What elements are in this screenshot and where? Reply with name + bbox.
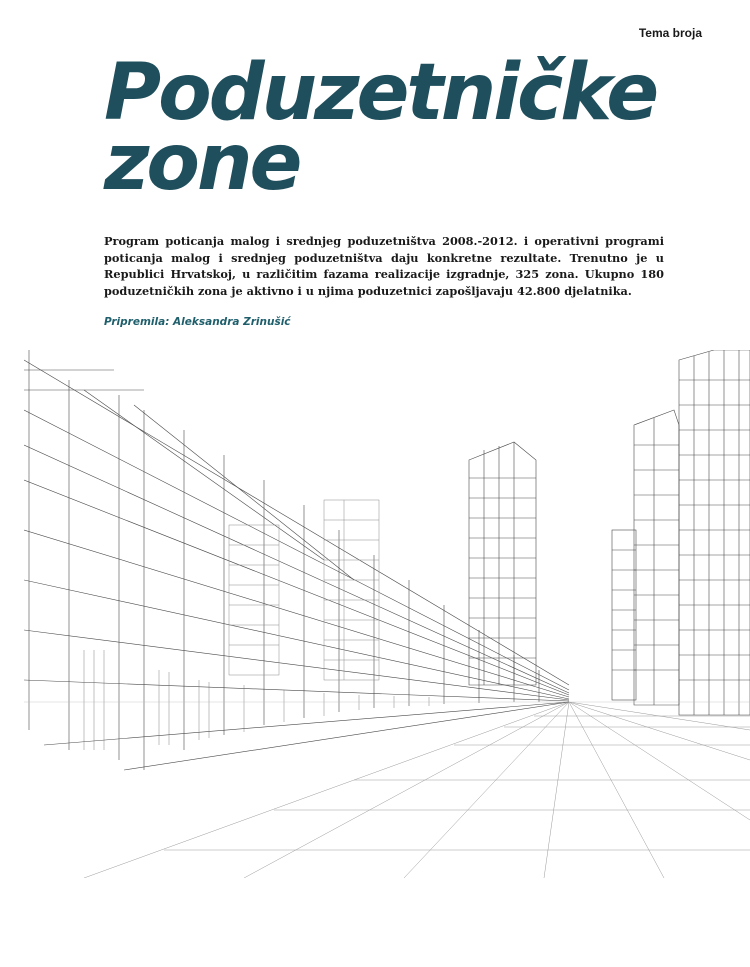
facade-mullions	[84, 650, 429, 750]
lead-paragraph: Program poticanja malog i srednjeg poduzetništva 2008.-2012. i operativni programi poticanja malog i srednjeg poduzetništva daju konkretne rezultate. Trenutno je u Republici Hrvatskoj, u različitim fazama realizacije izgradnje, 325 zona. Ukupno 180 poduzetničkih zona je aktivno i u njima poduzetnici zapošljavaju 42.800 djelatnika.	[104, 234, 664, 298]
byline: Pripremila: Aleksandra Zrinušić	[104, 316, 291, 328]
section-label: Tema broja	[638, 26, 702, 40]
left-building	[24, 350, 569, 770]
wireframe-city-illustration	[24, 350, 750, 878]
title-line-1: Poduzetničke	[104, 48, 657, 138]
page-title	[104, 48, 657, 208]
right-towers	[612, 350, 750, 715]
title-line-2: zone	[104, 118, 300, 208]
